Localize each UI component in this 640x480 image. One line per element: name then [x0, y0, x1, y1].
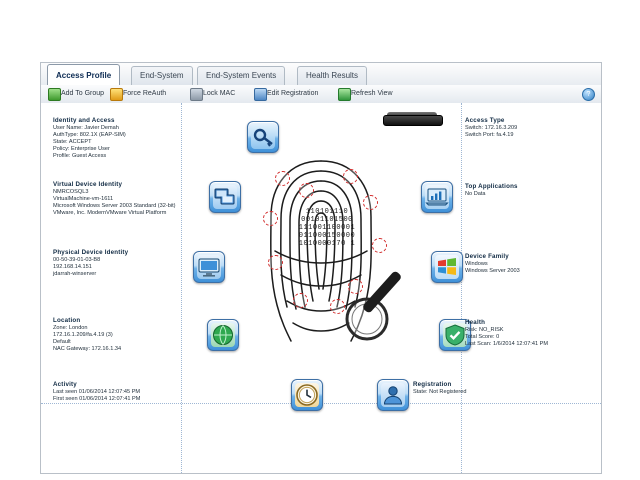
switch-icon-body [383, 115, 443, 126]
panel-row: Last Scan: 1/6/2014 12:07:41 PM [465, 341, 549, 347]
panel-title: Identity and Access [53, 117, 115, 124]
panel-title: Top Applications [465, 183, 518, 190]
panel-title: Device Family [465, 253, 509, 260]
panel-title: Activity [53, 381, 77, 388]
fingerprint-node [293, 293, 308, 308]
tab-strip [41, 63, 601, 86]
help-icon[interactable]: ? [582, 88, 595, 101]
panel-title: Location [53, 317, 81, 324]
panel-title: Physical Device Identity [53, 249, 129, 256]
panel-row: No Data [465, 191, 486, 197]
panel-identity-access [53, 117, 126, 160]
panel-row: VMware, Inc. ModernVMware Virtual Platform [53, 210, 167, 216]
panel-row: Risk: NO_RISK [465, 327, 504, 333]
lock-mac-button[interactable] [189, 87, 235, 101]
panel-row: State: ACCEPT [53, 139, 92, 145]
guide-line-left [181, 103, 182, 473]
fingerprint-node [343, 169, 358, 184]
edit-icon [254, 88, 267, 101]
panel-row: Windows Server 2003 [465, 268, 520, 274]
lock-icon [190, 88, 203, 101]
fingerprint-node [363, 195, 378, 210]
add-to-group-button[interactable] [47, 87, 104, 101]
magnifier-icon [341, 261, 425, 345]
reauth-icon [110, 88, 123, 101]
panel-row: Zone: London [53, 325, 88, 331]
lock-mac-label: Lock MAC [203, 90, 236, 97]
binary-line: 110101110 [305, 208, 349, 216]
panel-row: jdarrah-winserver [53, 271, 97, 277]
virtual-machine-icon[interactable] [209, 181, 241, 213]
panel-title: Access Type [465, 117, 505, 124]
fingerprint-node [372, 238, 387, 253]
panel-location [53, 317, 121, 353]
panel-physical-device-identity [53, 249, 128, 278]
panel-row: Profile: Guest Access [53, 153, 107, 159]
fingerprint-node [263, 211, 278, 226]
panel-access-type [465, 117, 517, 139]
refresh-view-label: Refresh View [351, 90, 393, 97]
globe-icon[interactable] [207, 319, 239, 351]
tab-access-profile[interactable]: Access Profile [47, 64, 120, 86]
refresh-icon [338, 88, 351, 101]
monitor-icon[interactable] [193, 251, 225, 283]
add-group-icon [48, 88, 61, 101]
panel-title: Virtual Device Identity [53, 181, 123, 188]
panel-row: Microsoft Windows Server 2003 Standard (32-bit) [53, 203, 176, 209]
force-reauth-button[interactable] [109, 87, 166, 101]
panel-row: NMRCOSQL3 [53, 189, 89, 195]
panel-row: First seen 01/06/2014 12:07:41 PM [53, 396, 141, 402]
panel-activity [53, 381, 140, 403]
binary-line: 00101101500 [301, 216, 353, 224]
fingerprint-node [330, 299, 345, 314]
binary-line: 011000150000 [298, 232, 356, 240]
panel-title: Registration [413, 381, 452, 388]
laptop-chart-icon[interactable] [421, 181, 453, 213]
panel-row: User Name: Javier Demah [53, 125, 119, 131]
add-to-group-label: Add To Group [61, 90, 105, 97]
tab-health-results[interactable]: Health Results [297, 66, 367, 85]
binary-line: 111001100001 [298, 224, 356, 232]
panel-row: VirtualMachine-vm-1611 [53, 196, 114, 202]
panel-row: Default [53, 339, 71, 345]
tab-end-system[interactable]: End-System [131, 66, 193, 85]
panel-row: Windows [465, 261, 488, 267]
force-reauth-label: Force ReAuth [123, 90, 167, 97]
panel-device-family [465, 253, 520, 275]
panel-row: Switch: 172.16.3.209 [465, 125, 518, 131]
fingerprint-node [348, 279, 363, 294]
edit-registration-label: Edit Registration [267, 90, 319, 97]
profile-canvas [41, 103, 601, 473]
access-profile-window [40, 62, 602, 474]
panel-row: Policy: Enterprise User [53, 146, 110, 152]
binary-overlay [279, 208, 375, 248]
switch-icon[interactable] [383, 111, 441, 127]
registration-icon[interactable] [377, 379, 409, 411]
panel-row: State: Not Registered [413, 389, 467, 395]
toolbar [41, 85, 601, 104]
tab-end-system-events[interactable]: End-System Events [197, 66, 285, 85]
panel-row: Last seen 01/06/2014 12:07:45 PM [53, 389, 141, 395]
fingerprint-node [275, 171, 290, 186]
panel-registration [413, 381, 466, 396]
binary-line: 1010000170 1 [298, 240, 356, 248]
panel-row: 172.16.1.209/fa.4.19 (3) [53, 332, 113, 338]
panel-health [465, 319, 548, 348]
panel-virtual-device-identity [53, 181, 176, 217]
panel-row: 00-50-39-01-03-B8 [53, 257, 101, 263]
fingerprint-node [268, 255, 283, 270]
panel-row: Total Score: 0 [465, 334, 500, 340]
panel-row: Switch Port: fa.4.19 [465, 132, 514, 138]
refresh-view-button[interactable] [337, 87, 393, 101]
clock-icon[interactable] [291, 379, 323, 411]
fingerprint-node [299, 183, 314, 198]
panel-row: AuthType: 802.1X (EAP-SIM) [53, 132, 126, 138]
panel-row: 192.168.14.151 [53, 264, 92, 270]
panel-row: NAC Gateway: 172.16.1.34 [53, 346, 122, 352]
edit-registration-button[interactable] [253, 87, 318, 101]
identity-key-icon[interactable] [247, 121, 279, 153]
windows-flag-icon[interactable] [431, 251, 463, 283]
guide-line-right [461, 103, 462, 473]
panel-title: Health [465, 319, 486, 326]
panel-top-applications [465, 183, 518, 198]
